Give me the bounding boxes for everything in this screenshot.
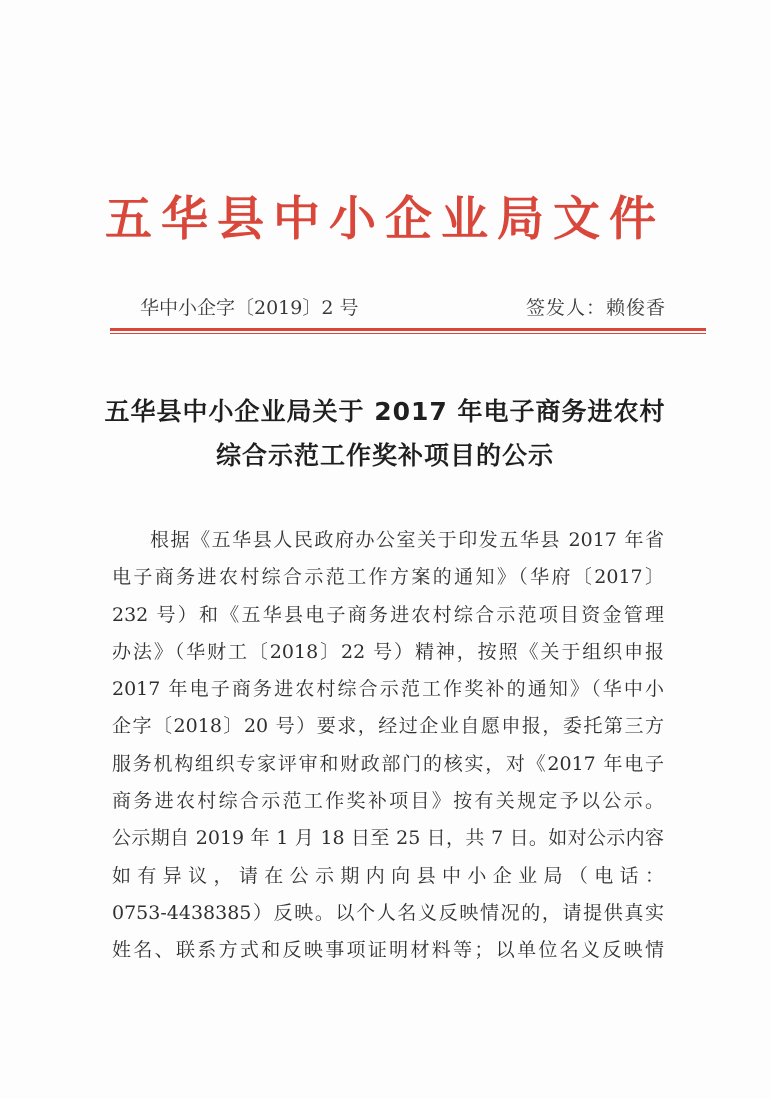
document-number: 华中小企字〔2019〕2 号 bbox=[140, 297, 359, 319]
red-divider-thick bbox=[110, 328, 706, 331]
red-divider-thin bbox=[110, 333, 706, 334]
signer: 签发人：赖俊香 bbox=[525, 297, 666, 319]
notice-body bbox=[112, 522, 664, 970]
body-line: 根据《五华县人民政府办公室关于印发五华县 2017 年省 bbox=[150, 529, 664, 551]
body-line: 232 号）和《五华县电子商务进农村综合示范项目资金管理 bbox=[112, 603, 664, 626]
body-line: 商务进农村综合示范工作奖补项目》按有关规定予以公示。 bbox=[112, 790, 664, 813]
body-line: 如有异议，请在公示期内向县中小企业局（电话： bbox=[112, 864, 664, 887]
body-line: 办法》（华财工〔2018〕22 号）精神，按照《关于组织申报 bbox=[112, 640, 664, 663]
document-meta-row bbox=[140, 293, 666, 319]
notice-title-line-1: 五华县中小企业局关于 2017 年电子商务进农村 bbox=[104, 397, 666, 426]
body-line: 服务机构组织专家评审和财政部门的核实，对《2017 年电子 bbox=[112, 752, 664, 775]
body-line: 企字〔2018〕20 号）要求，经过企业自愿申报，委托第三方 bbox=[112, 715, 664, 738]
body-line: 姓名、联系方式和反映事项证明材料等；以单位名义反映情 bbox=[112, 939, 664, 962]
issuing-authority-title: 五华县中小企业局文件 bbox=[105, 192, 665, 247]
body-line: 公示期自 2019 年 1 月 18 日至 25 日，共 7 日。如对公示内容 bbox=[112, 827, 664, 850]
body-line: 0753-4438385）反映。以个人名义反映情况的，请提供真实 bbox=[112, 901, 664, 924]
body-line: 2017 年电子商务进农村综合示范工作奖补的通知》（华中小 bbox=[112, 678, 664, 701]
notice-title-line-2: 综合示范工作奖补项目的公示 bbox=[215, 441, 554, 470]
body-line: 电子商务进农村综合示范工作方案的通知》（华府〔2017〕 bbox=[112, 566, 664, 589]
